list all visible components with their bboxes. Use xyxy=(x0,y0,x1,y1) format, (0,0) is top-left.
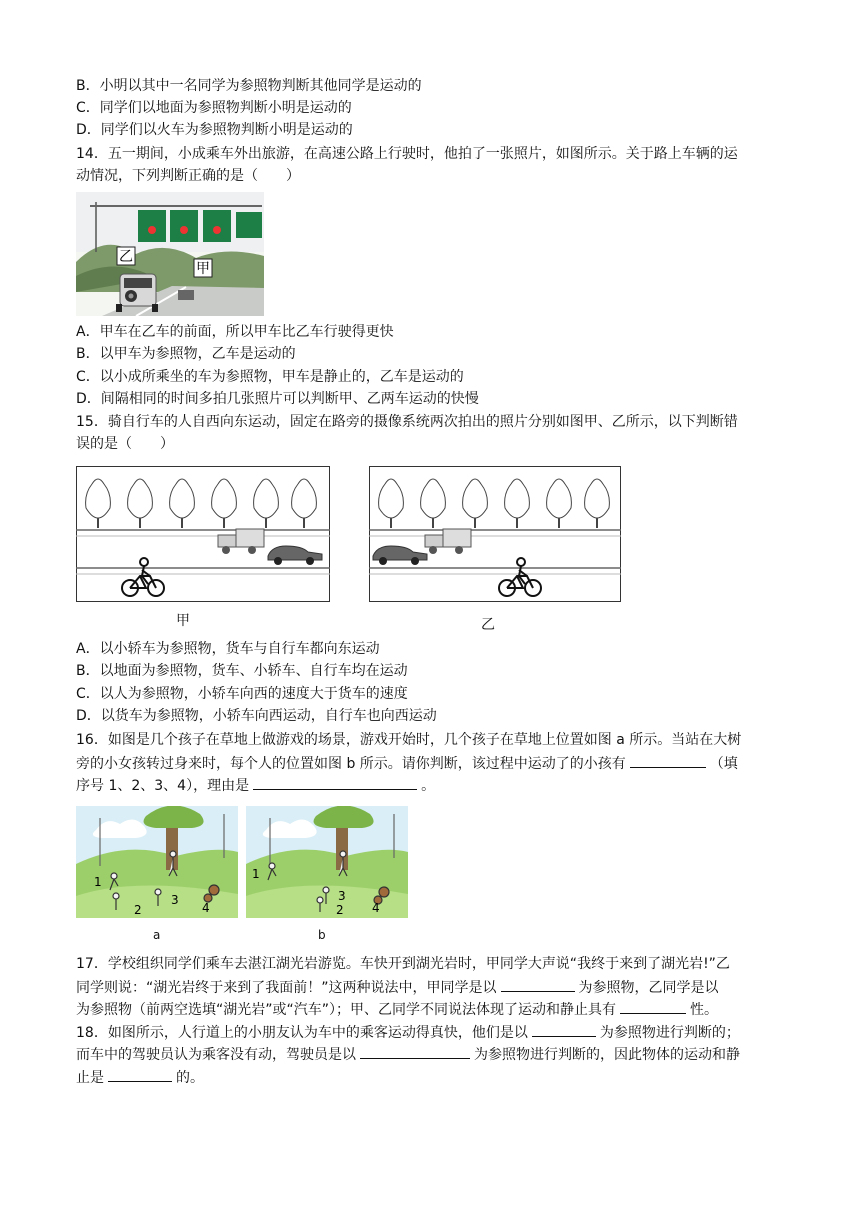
q16-line3 xyxy=(76,774,435,796)
q17-answer-blank-1[interactable] xyxy=(501,976,575,992)
q16a-kid-1: 1 xyxy=(94,875,102,889)
q18-answer-blank-3[interactable] xyxy=(108,1066,172,1082)
q18-line2-text-b: 为参照物进行判断的，因此物体的运动和静 xyxy=(474,1047,740,1063)
q18-line3-text-a: 止是 xyxy=(76,1070,104,1086)
q16-line2 xyxy=(76,752,738,774)
q17-answer-blank-3[interactable] xyxy=(620,998,686,1014)
q14-option-a: A．甲车在乙车的前面，所以甲车比乙车行驶得更快 xyxy=(76,324,394,340)
q16-line1: 16．如图是几个孩子在草地上做游戏的场景，游戏开始时，几个孩子在草地上位置如图 a 所示。当站在大树 xyxy=(76,732,742,748)
q17-line1: 17．学校组织同学们乘车去湛江湖光岩游览。车快开到湖光岩时，甲同学大声说“我终于来到了湖光岩!”乙 xyxy=(76,956,730,972)
q16-line3-text-b: 。 xyxy=(421,778,436,794)
q16b-kid-2: 2 xyxy=(336,903,344,917)
q17-line2-text-a: 同学则说：“湖光岩终于来到了我面前！”这两种说法中，甲同学是以 xyxy=(76,980,497,996)
q18-line2 xyxy=(76,1043,740,1065)
q15-figure-yi xyxy=(369,466,621,602)
q18-line1 xyxy=(76,1021,740,1043)
q16-figure-a xyxy=(76,806,238,918)
q16a-kid-2: 2 xyxy=(134,903,142,917)
q15-option-b: B．以地面为参照物，货车、小轿车、自行车均在运动 xyxy=(76,663,408,679)
q16-line2-text-b: （填 xyxy=(709,756,738,772)
q13-option-b: B．小明以其中一名同学为参照物判断其他同学是运动的 xyxy=(76,78,422,94)
q14-label-jia: 甲 xyxy=(196,261,210,277)
q17-line2-text-b: 为参照物，乙同学是以 xyxy=(578,980,719,996)
q18-line1-text-b: 为参照物进行判断的； xyxy=(599,1025,740,1041)
q16a-kid-3: 3 xyxy=(171,893,179,907)
q17-line3-text-b: 性。 xyxy=(690,1002,719,1018)
q18-answer-blank-2[interactable] xyxy=(360,1043,470,1059)
q15-caption-jia: 甲 xyxy=(176,613,190,629)
q15-figure-jia xyxy=(76,466,330,602)
q15-stem-line1: 15．骑自行车的人自西向东运动，固定在路旁的摄像系统两次拍出的照片分别如图甲、乙所示，以下判断错 xyxy=(76,414,738,430)
q16-line3-text-a: 序号 1、2、3、4），理由是 xyxy=(76,778,250,794)
q16b-kid-3: 3 xyxy=(338,889,346,903)
q14-label-yi: 乙 xyxy=(119,249,133,265)
q18-line2-text-a: 而车中的驾驶员认为乘客没有动，驾驶员是以 xyxy=(76,1047,356,1063)
q16b-kid-4: 4 xyxy=(372,901,380,915)
q14-stem-line2: 动情况，下列判断正确的是（ ） xyxy=(76,168,300,184)
q18-line1-text-a: 18．如图所示，人行道上的小朋友认为车中的乘客运动得真快，他们是以 xyxy=(76,1025,528,1041)
q13-option-d: D．同学们以火车为参照物判断小明是运动的 xyxy=(76,122,353,138)
q14-highway-photo xyxy=(76,192,264,316)
q18-answer-blank-1[interactable] xyxy=(532,1021,596,1037)
q14-option-d: D．间隔相同的时间多拍几张照片可以判断甲、乙两车运动的快慢 xyxy=(76,391,479,407)
q15-option-d: D．以货车为参照物，小轿车向西运动，自行车也向西运动 xyxy=(76,708,437,724)
q16-answer-blank-kids[interactable] xyxy=(630,752,706,768)
q14-stem-line1: 14．五一期间，小成乘车外出旅游，在高速公路上行驶时，他拍了一张照片，如图所示。关于路上车辆的运 xyxy=(76,146,738,162)
q17-line2 xyxy=(76,976,719,998)
q18-line3-text-b: 的。 xyxy=(176,1070,204,1086)
q15-stem-line2: 误的是（ ） xyxy=(76,436,174,452)
q15-option-c: C．以人为参照物，小轿车向西的速度大于货车的速度 xyxy=(76,686,408,702)
q17-line3 xyxy=(76,998,718,1020)
q14-option-c: C．以小成所乘坐的车为参照物，甲车是静止的，乙车是运动的 xyxy=(76,369,464,385)
q16-figure-b xyxy=(246,806,408,918)
q16-caption-a: a xyxy=(153,928,161,942)
q16b-kid-1: 1 xyxy=(252,867,260,881)
q18-line3 xyxy=(76,1066,204,1088)
q16a-kid-4: 4 xyxy=(202,901,210,915)
q16-answer-blank-reason[interactable] xyxy=(253,774,417,790)
q13-option-c: C．同学们以地面为参照物判断小明是运动的 xyxy=(76,100,352,116)
q16-caption-b: b xyxy=(318,928,326,942)
q14-option-b: B．以甲车为参照物，乙车是运动的 xyxy=(76,346,296,362)
q15-option-a: A．以小轿车为参照物，货车与自行车都向东运动 xyxy=(76,641,380,657)
q17-line3-text-a: 为参照物（前两空选填“湖光岩”或“汽车”）；甲、乙同学不同说法体现了运动和静止具有 xyxy=(76,1002,617,1018)
q15-caption-yi: 乙 xyxy=(481,617,495,633)
q16-line2-text-a: 旁的小女孩转过身来时，每个人的位置如图 b 所示。请你判断，该过程中运动了的小孩有 xyxy=(76,756,626,772)
